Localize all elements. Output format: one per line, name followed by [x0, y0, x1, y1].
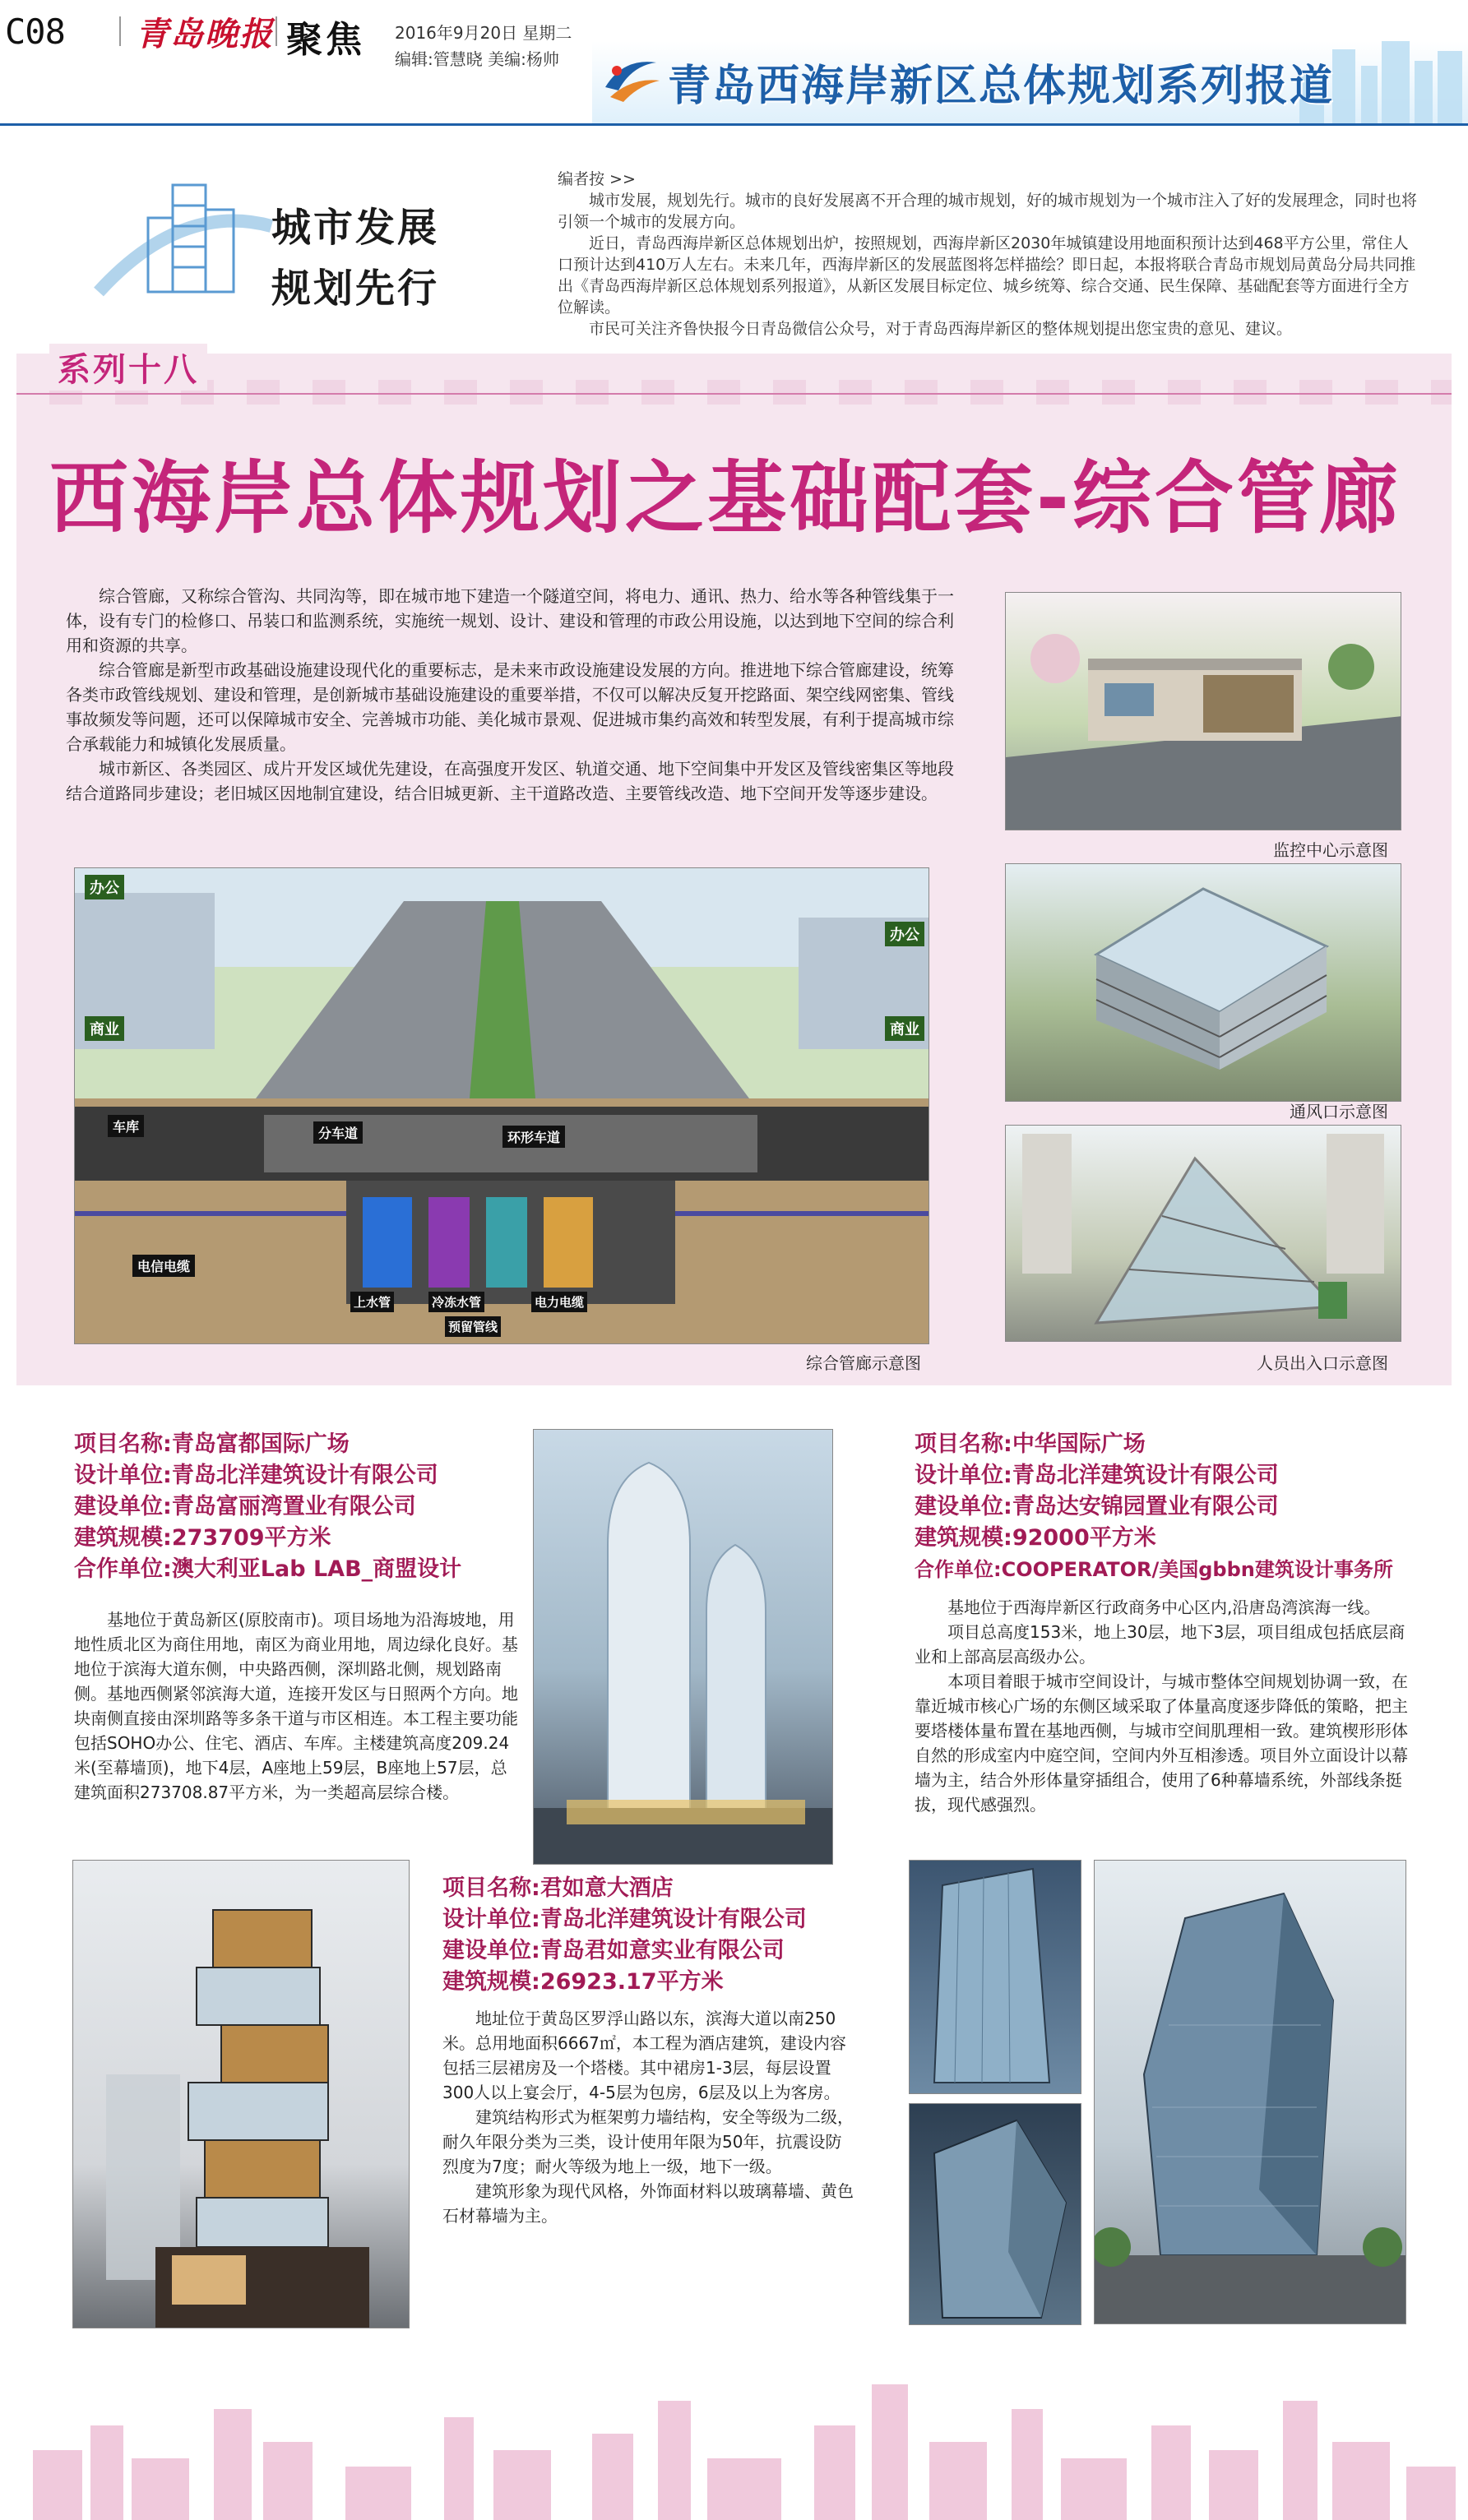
article-body — [66, 584, 954, 806]
diagram-label-ring-lane: 环形车道 — [502, 1126, 565, 1148]
diagram-label-power: 电力电缆 — [531, 1292, 587, 1312]
utility-tunnel-diagram — [74, 867, 929, 1344]
project-3-rendering — [72, 1860, 410, 2328]
diagram-label-office: 办公 — [885, 922, 924, 946]
article-paragraph: 综合管廊是新型市政基础设施建设现代化的重要标志，是未来市政设施建设发展的方向。推进地下综合管廊建设，统筹各类市政管线规划、建设和管理，是创新城市基础设施建设的重要举措，不仅可以解决反复开挖路面、架空线网密集、管线事故频发等问题，还可以保障城市安全、完善城市功能、美化城市景观、促进城市集约高效和转型发展，有利于提高城市综合承载能力和城镇化发展质量。 — [66, 660, 954, 754]
project-field: 建设单位:青岛富丽湾置业有限公司 — [74, 1494, 416, 1519]
diagram-label-commerce: 商业 — [85, 1016, 124, 1041]
header-rule — [0, 123, 1468, 126]
diagram-label-commerce: 商业 — [885, 1016, 924, 1041]
header-divider — [276, 16, 277, 46]
diagram-label-reserved: 预留管线 — [445, 1316, 501, 1337]
project-field: 设计单位:青岛北洋建筑设计有限公司 — [74, 1463, 438, 1488]
project-3-info — [442, 1873, 870, 1998]
editor-note-title-line1: 城市发展 — [271, 205, 440, 251]
diagram-label-garage: 车库 — [108, 1115, 144, 1137]
project-paragraph: 建筑结构形式为框架剪力墙结构，安全等级为二级，耐久年限分类为三类，设计使用年限为50年，抗震设防烈度为7度；耐火等级为地上一级，地下一级。 — [442, 2107, 854, 2176]
editor-note-paragraph: 市民可关注齐鲁快报今日青岛微信公众号，对于青岛西海岸新区的整体规划提出您宝贵的意见、建议。 — [589, 320, 1293, 338]
project-field: 建设单位:青岛君如意实业有限公司 — [442, 1938, 785, 1963]
project-field: 项目名称:君如意大酒店 — [442, 1875, 674, 1901]
bottom-skyline-graphic — [0, 2351, 1468, 2520]
editor-note-label: 编者按 >> — [558, 170, 636, 188]
project-field: 项目名称:中华国际广场 — [915, 1431, 1146, 1457]
project-field: 建筑规模:273709平方米 — [74, 1525, 331, 1551]
header-divider — [119, 16, 121, 46]
article-paragraph: 综合管廊，又称综合管沟、共同沟等，即在城市地下建造一个隧道空间，将电力、通讯、热力、给水等各种管线集于一体，设有专门的检修口、吊装口和监测系统，实施统一规划、设计、建设和管理的市政公用设施，以达到地下空间的综合利用和资源的共享。 — [66, 586, 954, 655]
page-number: C08 — [5, 12, 65, 52]
project-paragraph: 基地位于黄岛新区(原胶南市)。项目场地为沿海坡地，用地性质北区为商住用地，南区为商业用地，周边绿化良好。基地位于滨海大道东侧，中央路西侧，深圳路北侧，规划路南侧。基地西侧紧邻滨海大道，连接开发区与日照两个方向。地块南侧直接由深圳路等多条干道与市区相连。本工程主要功能包括SOHO办公、住宅、酒店、车库。主楼建筑高度209.24米(至幕墙顶)，地下4层，A座地上59层，B座地上57层，总建筑面积273708.87平方米，为一类超高层综合楼。 — [74, 1610, 518, 1802]
diagram-label-cooling: 冷冻水管 — [428, 1292, 484, 1312]
project-field: 设计单位:青岛北洋建筑设计有限公司 — [915, 1463, 1279, 1488]
editor-note-paragraph: 城市发展，规划先行。城市的良好发展离不开合理的城市规划，好的城市规划为一个城市注入了好的发展理念，同时也将引领一个城市的发展方向。 — [558, 192, 1418, 231]
editor-credits: 编辑:管慧晓 美编:杨帅 — [395, 49, 559, 69]
project-1-text — [74, 1607, 522, 1805]
diagram-label-branch-lane: 分车道 — [313, 1121, 363, 1144]
project-paragraph: 基地位于西海岸新区行政商务中心区内,沿唐岛湾滨海一线。 — [947, 1598, 1381, 1617]
project-paragraph: 地址位于黄岛区罗浮山路以东，滨海大道以南250米。总用地面积6667㎡，本工程为酒店建筑，建设内容包括三层裙房及一个塔楼。其中裙房1-3层，每层设置300人以上宴会厅，4-5层为包房，6层及以上为客房。 — [442, 2009, 846, 2102]
project-2-info — [915, 1429, 1441, 1585]
series-number: 系列十八 — [49, 344, 207, 391]
project-paragraph: 项目总高度153米，地上30层，地下3层，项目组成包括底层商业和上部高层高级办公。 — [915, 1622, 1405, 1667]
newspaper-name: 青岛晚报 — [136, 15, 274, 53]
section-name: 聚焦 — [286, 19, 365, 61]
article-title: 西海岸总体规划之基础配套-综合管廊 — [49, 452, 1401, 544]
caption-vent: 通风口示意图 — [1290, 1102, 1388, 1121]
project-2-rendering-a — [909, 1860, 1081, 2094]
project-1-info — [74, 1429, 535, 1585]
vent-photo — [1005, 863, 1401, 1102]
caption-diagram: 综合管廊示意图 — [806, 1353, 921, 1373]
caption-entrance: 人员出入口示意图 — [1257, 1353, 1388, 1373]
caption-monitor: 监控中心示意图 — [1273, 840, 1388, 860]
diagram-label-office: 办公 — [85, 875, 124, 899]
entrance-photo — [1005, 1125, 1401, 1342]
project-field: 建筑规模:92000平方米 — [915, 1525, 1156, 1551]
project-field: 建设单位:青岛达安锦园置业有限公司 — [915, 1494, 1279, 1519]
issue-date: 2016年9月20日 星期二 — [395, 23, 572, 43]
series-logo-icon — [599, 48, 663, 112]
project-field: 合作单位:COOPERATOR/美国gbbn建筑设计事务所 — [915, 1558, 1393, 1581]
project-1-rendering — [533, 1429, 833, 1865]
project-field: 建筑规模:26923.17平方米 — [442, 1969, 724, 1995]
project-2-rendering-main — [1094, 1860, 1406, 2324]
project-field: 合作单位:澳大利亚Lab LAB_商盟设计 — [74, 1556, 462, 1582]
project-2-text — [915, 1595, 1408, 1817]
monitor-center-photo — [1005, 592, 1401, 830]
diagram-label-telecom: 电信电缆 — [132, 1255, 195, 1277]
project-3-text — [442, 2006, 854, 2228]
project-paragraph: 建筑形象为现代风格，外饰面材料以玻璃幕墙、黄色石材幕墙为主。 — [442, 2181, 854, 2226]
project-field: 项目名称:青岛富都国际广场 — [74, 1431, 350, 1457]
editor-note-paragraph: 近日，青岛西海岸新区总体规划出炉，按照规划，西海岸新区2030年城镇建设用地面积预计达到468平方公里，常住人口预计达到410万人左右。未来几年，西海岸新区的发展蓝图将怎样描绘？即日起，本报将联合青岛市规划局黄岛分局共同推出《青岛西海岸新区总体规划系列报道》，从新区发展目标定位、城乡统筹、综合交通、民生保障、基础配套等方面进行全方位解读。 — [558, 234, 1416, 317]
series-title: 青岛西海岸新区总体规划系列报道 — [668, 62, 1335, 111]
decorative-band — [16, 380, 1452, 405]
editor-note-title-line2: 规划先行 — [271, 266, 440, 312]
article-paragraph: 城市新区、各类园区、成片开发区域优先建设，在高强度开发区、轨道交通、地下空间集中开发区及管线密集区等地段结合道路同步建设；老旧城区因地制宜建设，结合旧城更新、主干道路改造、主要管线改造、地下空间开发等逐步建设。 — [66, 759, 954, 803]
decorative-line — [16, 393, 1452, 395]
project-2-rendering-b — [909, 2103, 1081, 2325]
diagram-label-water: 上水管 — [350, 1292, 394, 1312]
editor-note — [558, 169, 1421, 340]
project-field: 设计单位:青岛北洋建筑设计有限公司 — [442, 1907, 807, 1932]
project-paragraph: 本项目着眼于城市空间设计，与城市整体空间规划协调一致，在靠近城市核心广场的东侧区域采取了体量高度逐步降低的策略，把主要塔楼体量布置在基地西侧，与城市空间肌理相一致。建筑楔形形体自然的形成室内中庭空间，空间内外互相渗透。项目外立面设计以幕墙为主，结合外形体量穿插组合，使用了6种幕墙系统，外部线条挺拔，现代感强烈。 — [915, 1672, 1408, 1815]
